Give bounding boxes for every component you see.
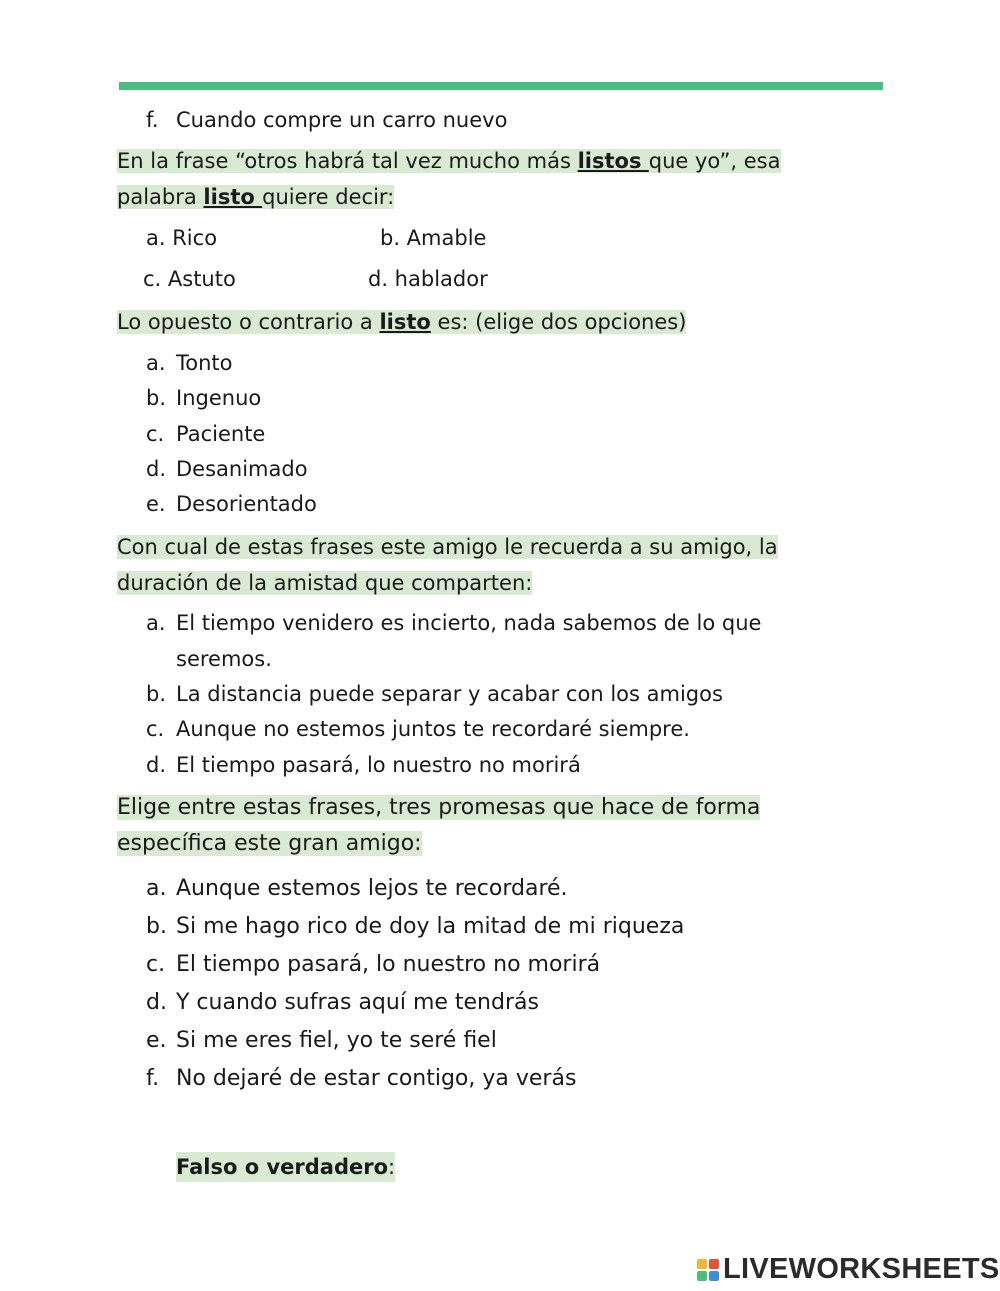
- list-item-continuation: seremos.: [176, 647, 272, 671]
- option-b: b. Amable: [380, 226, 487, 250]
- list-item: a. El tiempo venidero es incierto, nada sabemos de lo que: [146, 611, 762, 635]
- list-item: b. Si me hago rico de doy la mitad de mi riqueza: [146, 914, 685, 939]
- list-item: d. Desanimado: [146, 457, 308, 481]
- logo-text: LIVEWORKSHEETS: [723, 1253, 1000, 1285]
- list-item: c. El tiempo pasará, lo nuestro no morirá: [146, 952, 601, 977]
- keyword-listo: listo: [203, 185, 263, 209]
- list-item: f. No dejaré de estar contigo, ya verás: [146, 1066, 577, 1091]
- list-item: c. Paciente: [146, 422, 266, 446]
- list-item: a. Tonto: [146, 351, 233, 375]
- list-item: c. Aunque no estemos juntos te recordaré siempre.: [146, 717, 690, 741]
- question-3: Con cual de estas frases este amigo le recuerda a su amigo, la duración de la amistad que comparten:: [117, 535, 778, 595]
- list-marker: f.: [146, 108, 159, 132]
- list-text: Cuando compre un carro nuevo: [176, 108, 508, 132]
- list-item: e. Si me eres fiel, yo te seré fiel: [146, 1028, 497, 1053]
- logo-square: [697, 1259, 707, 1269]
- logo-square: [697, 1271, 707, 1281]
- logo-square: [709, 1271, 719, 1281]
- keyword-listos: listos: [577, 149, 649, 173]
- option-a: a. Rico: [146, 226, 218, 250]
- liveworksheets-logo: [697, 1253, 1000, 1286]
- list-item: d. El tiempo pasará, lo nuestro no morirá: [146, 753, 581, 777]
- option-c: c. Astuto: [143, 267, 236, 291]
- logo-square: [709, 1259, 719, 1269]
- list-item: e. Desorientado: [146, 492, 317, 516]
- top-green-rule: [119, 82, 883, 90]
- list-item: [146, 106, 507, 134]
- keyword-listo: listo: [379, 310, 431, 334]
- list-item: d. Y cuando sufras aquí me tendrás: [146, 990, 539, 1015]
- section-heading-falso-verdadero: Falso o verdadero:: [176, 1152, 395, 1182]
- logo-mark-icon: [697, 1259, 719, 1281]
- question-1: En la frase “otros habrá tal vez mucho más listos que yo”, esa palabra listo quiere decir:: [117, 149, 781, 209]
- question-2: Lo opuesto o contrario a listo es: (elige dos opciones): [117, 310, 687, 334]
- question-4: Elige entre estas frases, tres promesas que hace de forma específica este gran amigo:: [117, 795, 761, 856]
- list-item: b. La distancia puede separar y acabar con los amigos: [146, 682, 723, 706]
- option-d: d. hablador: [368, 267, 488, 291]
- list-item: a. Aunque estemos lejos te recordaré.: [146, 876, 568, 901]
- list-item: b. Ingenuo: [146, 386, 262, 410]
